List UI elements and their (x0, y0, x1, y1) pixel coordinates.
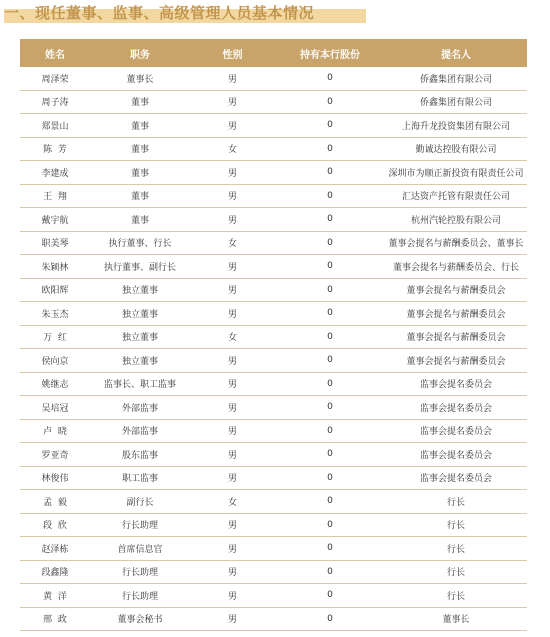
header-position: 职务 (90, 39, 190, 67)
cell-position: 监事长、职工监事 (90, 372, 190, 396)
cell-gender: 男 (190, 349, 275, 373)
header-gender: 性别 (190, 39, 275, 67)
cell-name: 段 欣 (20, 513, 90, 537)
cell-position: 董事 (90, 90, 190, 114)
cell-nominator: 监事会提名委员会 (385, 396, 527, 420)
cell-nominator: 杭州汽轮控股有限公司 (385, 208, 527, 232)
cell-position: 董事 (90, 184, 190, 208)
cell-nominator: 监事会提名委员会 (385, 466, 527, 490)
cell-gender: 男 (190, 90, 275, 114)
cell-shares: 0 (275, 396, 385, 420)
cell-name: 邢 政 (20, 607, 90, 631)
cell-position: 副行长 (90, 490, 190, 514)
cell-gender: 男 (190, 584, 275, 608)
cell-nominator: 深圳市为顺正新投资有限责任公司 (385, 161, 527, 185)
cell-gender: 男 (190, 443, 275, 467)
cell-shares: 0 (275, 90, 385, 114)
cell-nominator: 汇达资产托管有限责任公司 (385, 184, 527, 208)
table-row (20, 396, 527, 420)
cell-name: 朱玉杰 (20, 302, 90, 326)
cell-position: 行长助理 (90, 513, 190, 537)
cell-name: 黄 洋 (20, 584, 90, 608)
cell-gender: 男 (190, 114, 275, 138)
cell-position: 独立董事 (90, 278, 190, 302)
table-row (20, 325, 527, 349)
table-row (20, 560, 527, 584)
table-row (20, 302, 527, 326)
cell-name: 段鑫隆 (20, 560, 90, 584)
cell-name: 李建成 (20, 161, 90, 185)
cell-position: 行长助理 (90, 560, 190, 584)
cell-shares: 0 (275, 607, 385, 631)
cell-nominator: 行长 (385, 560, 527, 584)
cell-position: 董事 (90, 137, 190, 161)
cell-name: 职美琴 (20, 231, 90, 255)
cell-nominator: 董事会提名与薪酬委员会 (385, 302, 527, 326)
cell-nominator: 董事会提名与薪酬委员会 (385, 349, 527, 373)
cell-name: 王 翔 (20, 184, 90, 208)
cell-gender: 男 (190, 396, 275, 420)
cell-position: 董事 (90, 114, 190, 138)
cell-shares: 0 (275, 466, 385, 490)
cell-shares: 0 (275, 513, 385, 537)
cell-name: 万 红 (20, 325, 90, 349)
cell-position: 行长助理 (90, 584, 190, 608)
cell-position: 首席信息官 (90, 537, 190, 561)
cell-nominator: 董事会提名与薪酬委员会、行长 (385, 255, 527, 279)
cell-nominator: 侨鑫集团有限公司 (385, 90, 527, 114)
cell-nominator: 侨鑫集团有限公司 (385, 67, 527, 90)
cell-nominator: 行长 (385, 584, 527, 608)
cell-nominator: 行长 (385, 513, 527, 537)
cell-position: 外部监事 (90, 396, 190, 420)
cell-gender: 男 (190, 466, 275, 490)
cell-nominator: 监事会提名委员会 (385, 372, 527, 396)
cell-position: 董事 (90, 208, 190, 232)
cell-gender: 男 (190, 419, 275, 443)
cell-gender: 男 (190, 208, 275, 232)
cell-shares: 0 (275, 560, 385, 584)
table-row (20, 466, 527, 490)
cell-shares: 0 (275, 537, 385, 561)
table-row (20, 67, 527, 90)
cell-position: 职工监事 (90, 466, 190, 490)
cell-name: 吴培冠 (20, 396, 90, 420)
cell-gender: 女 (190, 231, 275, 255)
cell-position: 执行董事、副行长 (90, 255, 190, 279)
cell-position: 董事 (90, 161, 190, 185)
cell-name: 姚继志 (20, 372, 90, 396)
cell-shares: 0 (275, 231, 385, 255)
cell-gender: 男 (190, 607, 275, 631)
directors-table (20, 39, 527, 631)
table-row (20, 584, 527, 608)
header-row (20, 39, 527, 67)
cell-gender: 男 (190, 513, 275, 537)
cell-nominator: 上海升龙投资集团有限公司 (385, 114, 527, 138)
table-header (20, 39, 527, 67)
cell-shares: 0 (275, 208, 385, 232)
cell-shares: 0 (275, 490, 385, 514)
table-row (20, 184, 527, 208)
cell-shares: 0 (275, 443, 385, 467)
cell-shares: 0 (275, 278, 385, 302)
cell-gender: 女 (190, 325, 275, 349)
cell-gender: 男 (190, 184, 275, 208)
cell-position: 独立董事 (90, 302, 190, 326)
cell-gender: 男 (190, 560, 275, 584)
cell-name: 赵泽栋 (20, 537, 90, 561)
cell-shares: 0 (275, 584, 385, 608)
header-name: 姓名 (20, 39, 90, 67)
cell-shares: 0 (275, 114, 385, 138)
header-shares: 持有本行股份 (275, 39, 385, 67)
table-row (20, 537, 527, 561)
table-row (20, 419, 527, 443)
cell-position: 股东监事 (90, 443, 190, 467)
cell-shares: 0 (275, 137, 385, 161)
table-row (20, 231, 527, 255)
section-title: 一、现任董事、监事、高级管理人员基本情况 (4, 4, 315, 22)
cell-shares: 0 (275, 302, 385, 326)
cell-name: 罗亚奇 (20, 443, 90, 467)
table-row (20, 255, 527, 279)
cell-nominator: 董事会提名与薪酬委员会 (385, 278, 527, 302)
cell-position: 董事长 (90, 67, 190, 90)
cell-shares: 0 (275, 161, 385, 185)
cell-nominator: 勤诚达控股有限公司 (385, 137, 527, 161)
cell-shares: 0 (275, 372, 385, 396)
cell-gender: 男 (190, 372, 275, 396)
cell-shares: 0 (275, 419, 385, 443)
cell-name: 周子涛 (20, 90, 90, 114)
cell-position: 外部监事 (90, 419, 190, 443)
cell-gender: 男 (190, 302, 275, 326)
cell-gender: 男 (190, 67, 275, 90)
table-row (20, 349, 527, 373)
cell-name: 陈 芳 (20, 137, 90, 161)
cell-name: 郑景山 (20, 114, 90, 138)
cell-shares: 0 (275, 325, 385, 349)
cell-position: 独立董事 (90, 349, 190, 373)
cell-name: 卢 晓 (20, 419, 90, 443)
table-row (20, 114, 527, 138)
table-body (20, 67, 527, 631)
cell-shares: 0 (275, 255, 385, 279)
cell-shares: 0 (275, 349, 385, 373)
cell-name: 欧阳辉 (20, 278, 90, 302)
table-row (20, 278, 527, 302)
cell-gender: 女 (190, 137, 275, 161)
cell-nominator: 行长 (385, 490, 527, 514)
cell-name: 周泽荣 (20, 67, 90, 90)
table-row (20, 513, 527, 537)
cell-position: 执行董事、行长 (90, 231, 190, 255)
header-nominator: 提名人 (385, 39, 527, 67)
cell-gender: 男 (190, 278, 275, 302)
cell-nominator: 董事会提名与薪酬委员会 (385, 325, 527, 349)
cell-name: 朱颖林 (20, 255, 90, 279)
cell-nominator: 行长 (385, 537, 527, 561)
cell-position: 独立董事 (90, 325, 190, 349)
cell-nominator: 监事会提名委员会 (385, 443, 527, 467)
cell-nominator: 监事会提名委员会 (385, 419, 527, 443)
table-row (20, 208, 527, 232)
cell-name: 孟 毅 (20, 490, 90, 514)
cell-gender: 男 (190, 537, 275, 561)
cell-shares: 0 (275, 184, 385, 208)
cell-nominator: 董事会提名与薪酬委员会、董事长 (385, 231, 527, 255)
cell-nominator: 董事长 (385, 607, 527, 631)
cell-gender: 男 (190, 255, 275, 279)
section-title-wrap (4, 2, 314, 24)
cell-shares: 0 (275, 67, 385, 90)
cell-gender: 女 (190, 490, 275, 514)
cell-name: 侯向京 (20, 349, 90, 373)
cell-position: 董事会秘书 (90, 607, 190, 631)
cell-name: 林俊伟 (20, 466, 90, 490)
table-row (20, 607, 527, 631)
cell-name: 戴宇航 (20, 208, 90, 232)
table-row (20, 443, 527, 467)
table-row (20, 161, 527, 185)
table-row (20, 490, 527, 514)
table-row (20, 90, 527, 114)
cell-gender: 男 (190, 161, 275, 185)
table-row (20, 137, 527, 161)
table-row (20, 372, 527, 396)
